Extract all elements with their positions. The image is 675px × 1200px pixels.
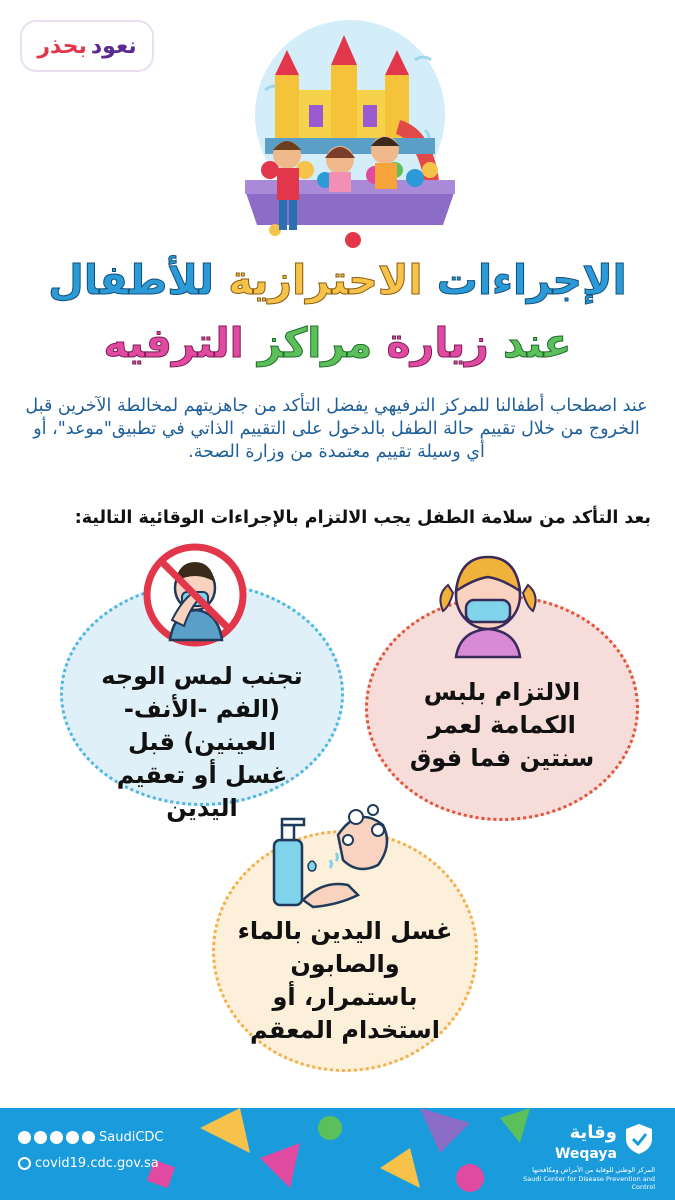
title-word: الاحترازية (228, 256, 423, 304)
campaign-logo (22, 22, 152, 70)
instagram-icon[interactable] (34, 1131, 47, 1144)
social-icons (18, 1131, 95, 1144)
facebook-icon[interactable] (82, 1131, 95, 1144)
org-name-ar: وقاية (569, 1122, 617, 1143)
title-word: الترفيه (103, 319, 244, 367)
masked-girl-icon (428, 545, 548, 660)
subheading: بعد التأكد من سلامة الطفل يجب الالتزام بالإجراءات الوقائية التالية: (74, 508, 651, 528)
title-word: مراكز (257, 319, 373, 367)
shield-icon (623, 1122, 655, 1156)
website-link[interactable]: covid19.cdc.gov.sa (35, 1156, 159, 1171)
campaign-logo-part1: نعود (90, 33, 137, 59)
title-word: الإجراءات (436, 256, 627, 304)
title-word: عند (503, 319, 572, 367)
title-line-2 (0, 318, 675, 368)
intro-paragraph: عند اصطحاب أطفالنا للمركز الترفيهي يفضل التأكد من جاهزيتهم لمخالطة الآخرين قبل الخروج من خلال تقييم حالة الطفل بالدخول على التقييم الذاتي في تطبيق"موعد"، أو أي وسيلة تقييم معتمدة من وزارة الصحة. (25, 396, 648, 462)
title-line-1 (0, 255, 675, 305)
footer (0, 1108, 675, 1200)
handwash-sanitizer-icon (268, 795, 398, 915)
title-word: للأطفال (48, 256, 214, 304)
campaign-logo-part2: بحذر (37, 33, 87, 59)
linkedin-icon[interactable] (18, 1131, 31, 1144)
social-handle[interactable]: SaudiCDC (99, 1130, 164, 1145)
tip-text: تجنب لمس الوجه (الفم -الأنف-العينين) قبل غسل أو تعقيم اليدين (101, 662, 303, 822)
globe-icon (18, 1157, 31, 1170)
org-full-ar: المركز الوطني للوقاية من الأمراض ومكافحتها (532, 1166, 655, 1174)
tip-text: غسل اليدين بالماء والصابون باستمرار، أو استخدام المعقم (237, 917, 453, 1044)
bouncy-castle-illustration (225, 20, 475, 255)
tip-text: الالتزام بلبس الكمامة لعمر سنتين فما فوق (409, 678, 595, 772)
youtube-icon[interactable] (50, 1131, 63, 1144)
twitter-icon[interactable] (66, 1131, 79, 1144)
weqaya-logo (509, 1118, 659, 1193)
org-full-en: Saudi Center for Disease Prevention and Control (523, 1175, 655, 1191)
website-row (18, 1156, 159, 1171)
title-word: زيارة (386, 319, 489, 367)
no-face-touch-icon (140, 540, 250, 650)
social-row (18, 1130, 164, 1145)
org-name-en: Weqaya (554, 1146, 617, 1162)
